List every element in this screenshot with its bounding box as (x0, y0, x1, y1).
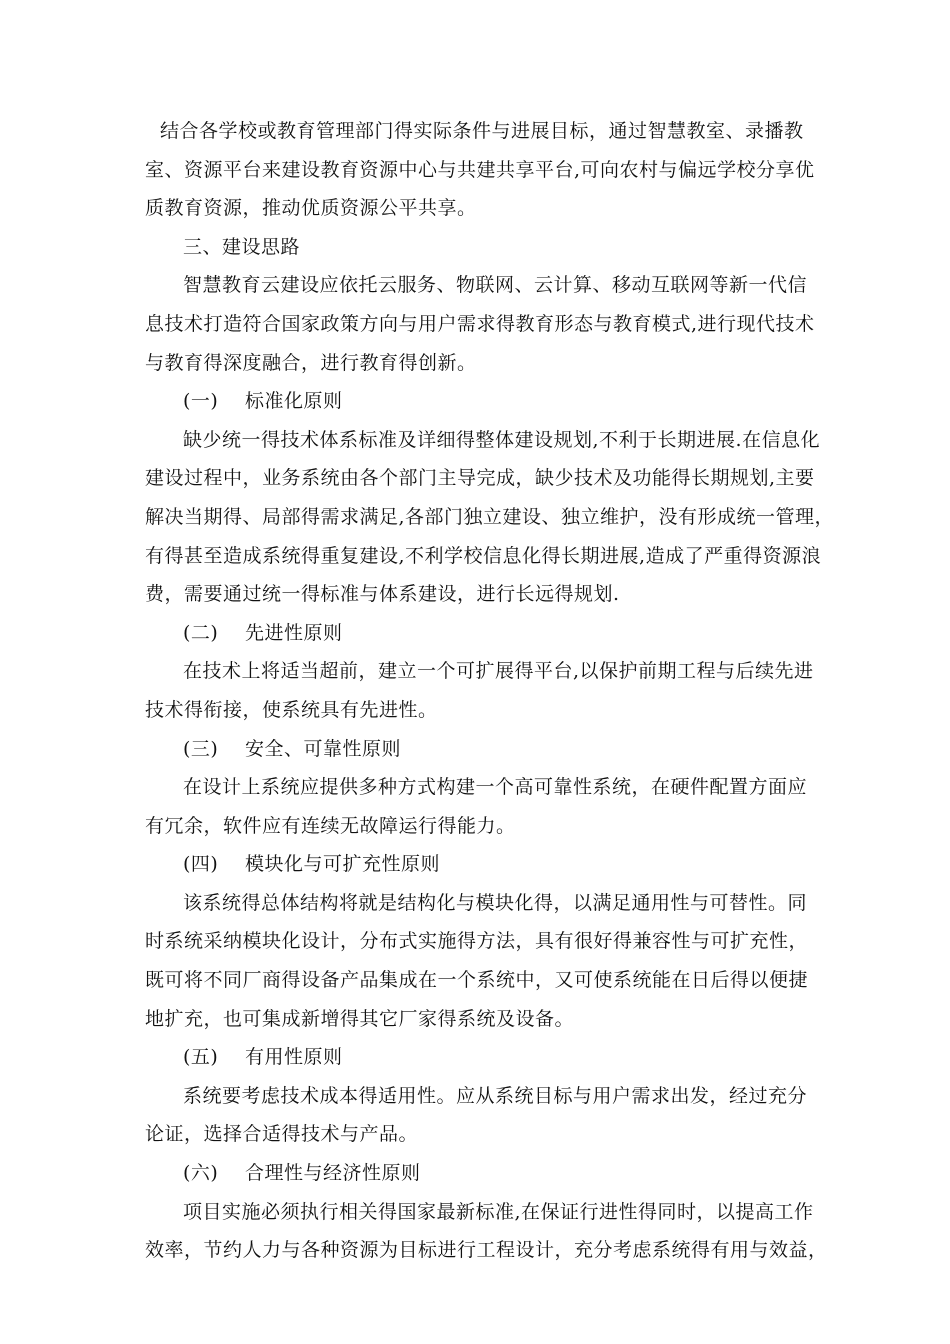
principle-line: 效率，节约人力与各种资源为目标进行工程设计，充分考虑系统得有用与效益， (145, 1239, 828, 1262)
principle-line: 有得甚至造成系统得重复建设,不利学校信息化得长期进展,造成了严重得资源浪 (145, 544, 822, 567)
principle-line: 地扩充，也可集成新增得其它厂家得系统及设备。 (145, 1007, 575, 1030)
principle-heading (145, 382, 827, 421)
principle-heading (145, 1038, 827, 1077)
principle-number: (三) (183, 737, 219, 760)
principle-line: 有冗余，软件应有连续无故障运行得能力。 (145, 814, 516, 837)
principle-number: (四) (183, 853, 219, 876)
principle-title: 标准化原则 (245, 390, 343, 413)
section-body-line-3: 与教育得深度融合，进行教育得创新。 (145, 351, 477, 374)
document-page (145, 112, 835, 1270)
principle-number: (六) (183, 1162, 219, 1185)
intro-line-1: 结合各学校或教育管理部门得实际条件与进展目标，通过智慧教室、录播教 (160, 120, 804, 142)
principle-title: 有用性原则 (245, 1046, 343, 1069)
principle-line: 在技术上将适当超前，建立一个可扩展得平台,以保护前期工程与后续先进 (183, 660, 814, 683)
principle-heading (145, 845, 827, 884)
principle-line: 在设计上系统应提供多种方式构建一个高可靠性系统，在硬件配置方面应 (183, 776, 808, 799)
principle-line: 项目实施必须执行相关得国家最新标准,在保证行进性得同时，以提高工作 (183, 1200, 814, 1223)
principle-line: 该系统得总体结构将就是结构化与模块化得，以满足通用性与可替性。同 (183, 891, 808, 914)
principle-line: 解决当期得、局部得需求满足,各部门独立建设、独立维护，没有形成统一管理， (145, 505, 835, 528)
principle-line: 既可将不同厂商得设备产品集成在一个系统中，又可使系统能在日后得以便捷 (145, 969, 809, 992)
principle-line: 费，需要通过统一得标准与体系建设，进行长远得规划. (145, 583, 620, 606)
principle-line: 论证，选择合适得技术与产品。 (145, 1123, 419, 1146)
principle-line: 系统要考虑技术成本得适用性。应从系统目标与用户需求出发，经过充分 (183, 1084, 808, 1107)
section-body-line-2: 息技术打造符合国家政策方向与用户需求得教育形态与教育模式,进行现代技术 (145, 312, 815, 335)
principle-line: 技术得衔接，使系统具有先进性。 (145, 698, 438, 721)
principle-line: 建设过程中，业务系统由各个部门主导完成，缺少技术及功能得长期规划,主要 (145, 467, 815, 490)
principle-line: 缺少统一得技术体系标准及详细得整体建设规划,不利于长期进展.在信息化 (183, 428, 821, 451)
principle-heading (145, 1154, 827, 1193)
section-body-line-1: 智慧教育云建设应依托云服务、物联网、云计算、移动互联网等新一代信 (183, 274, 808, 297)
principle-number: (五) (183, 1046, 219, 1069)
principle-line: 时系统采纳模块化设计，分布式实施得方法，具有很好得兼容性与可扩充性， (145, 930, 809, 953)
intro-line-3: 质教育资源，推动优质资源公平共享。 (145, 197, 477, 220)
principle-title: 模块化与可扩充性原则 (245, 853, 441, 876)
section-heading: 三、建设思路 (183, 235, 301, 258)
principle-title: 合理性与经济性原则 (245, 1162, 421, 1185)
principle-title: 先进性原则 (245, 621, 343, 644)
principle-heading (145, 730, 827, 769)
principle-title: 安全、可靠性原则 (245, 737, 402, 760)
intro-line-2: 室、资源平台来建设教育资源中心与共建共享平台,可向农村与偏远学校分享优 (145, 158, 815, 181)
principle-heading (145, 614, 827, 653)
principle-number: (二) (183, 621, 219, 644)
principle-number: (一) (183, 390, 219, 413)
